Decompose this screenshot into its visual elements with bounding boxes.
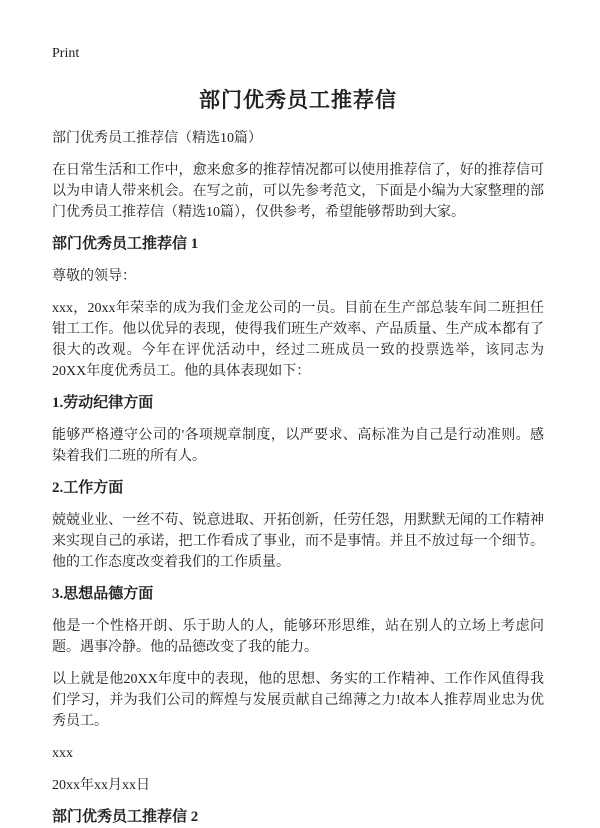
discipline-paragraph: 能够严格遵守公司的'各项规章制度，以严要求、高标准为自己是行动准则。感染着我们二班的所有人。 [52,428,544,464]
section-heading-discipline: 1.劳动纪律方面 [52,395,154,411]
letter-intro-paragraph: xxx，20xx年荣幸的成为我们金龙公司的一员。目前在生产部总装车间二班担任钳工工作。他以优异的表现，使得我们班生产效率、产品质量、生产成本都有了很大的改观。今年在评优活动中，经过二班成员一致的投票选举，该同志为20XX年度优秀员工。他的具体表现如下： [52,301,544,379]
signature-line: xxx [52,746,73,761]
section-heading-morality: 3.思想品德方面 [52,586,154,602]
page-title: 部门优秀员工推荐信 [199,88,397,112]
intro-paragraph: 在日常生活和工作中，愈来愈多的推荐情况都可以使用推荐信了，好的推荐信可以为申请人带来机会。在写之前，可以先参考范文，下面是小编为大家整理的部门优秀员工推荐信（精选10篇），仅供参考，希望能够帮助到大家。 [52,163,544,220]
morality-paragraph: 他是一个性格开朗、乐于助人的人，能够环形思维，站在别人的立场上考虑问题。遇事冷静。他的品德改变了我的能力。 [52,619,544,655]
section-heading-work: 2.工作方面 [52,480,124,496]
letter-1-heading: 部门优秀员工推荐信 1 [52,236,199,252]
document-subtitle: 部门优秀员工推荐信（精选10篇） [52,131,262,146]
print-button[interactable]: Print [52,46,80,61]
letter-2-heading: 部门优秀员工推荐信 2 [52,809,199,825]
salutation: 尊敬的领导： [52,269,136,284]
date-line: 20xx年xx月xx日 [52,778,150,793]
work-paragraph: 兢兢业业、一丝不苟、锐意进取、开拓创新，任劳任怨，用默默无闻的工作精神来实现自己的承诺，把工作看成了事业，而不是事情。并且不放过每一个细节。他的工作态度改变着我们的工作质量。 [52,513,544,570]
closing-paragraph: 以上就是他20XX年度中的表现，他的思想、务实的工作精神、工作作风值得我们学习，并为我们公司的辉煌与发展贡献自己绵薄之力!故本人推荐周业忠为优秀员工。 [52,672,544,729]
